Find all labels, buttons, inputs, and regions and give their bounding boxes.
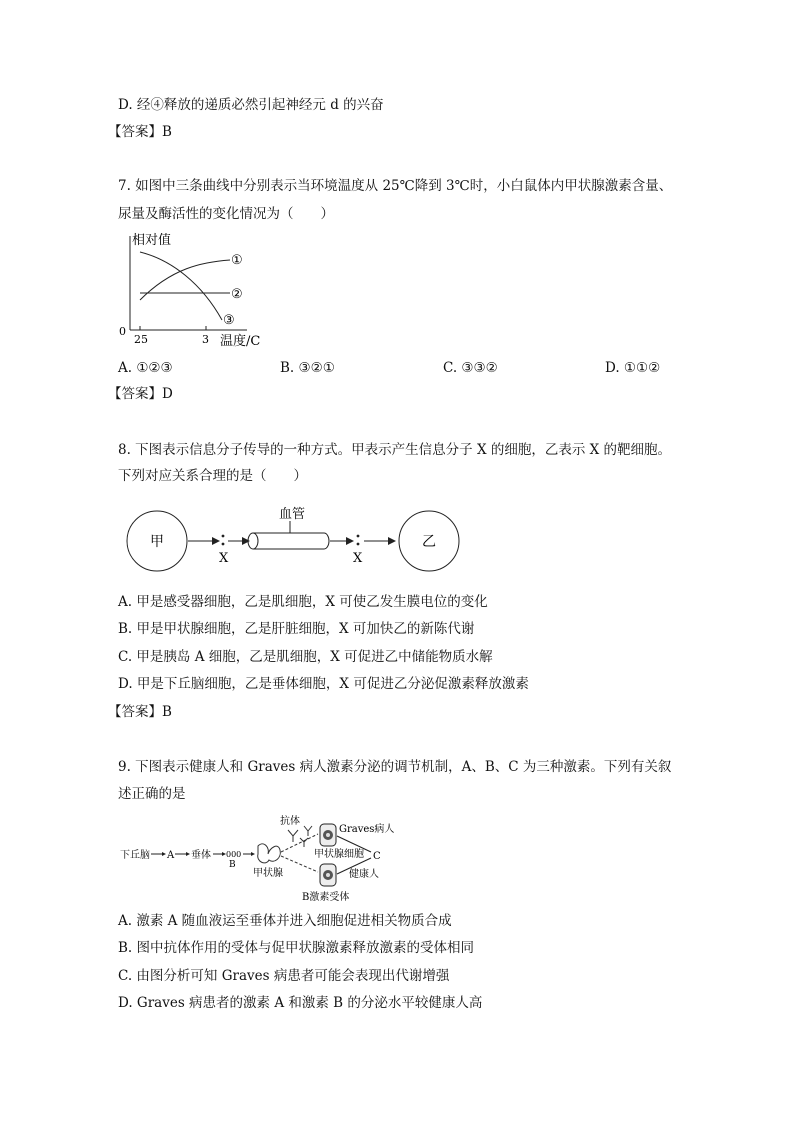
cell-yi-label: 乙: [422, 534, 436, 550]
q7-curve-1: [140, 260, 230, 300]
q9-stem-line2: 述正确的是: [118, 786, 186, 802]
q7-option-b: B. ③②①: [280, 360, 335, 376]
q9-graves: Graves病人: [339, 824, 395, 835]
q7-option-d: D. ①①②: [605, 360, 661, 376]
q9-hormone-c: C: [373, 851, 381, 862]
q8-option-a: A. 甲是感受器细胞，乙是肌细胞，X 可使乙发生膜电位的变化: [118, 594, 488, 610]
antibody-icon: [288, 830, 298, 842]
molecule-x-left: X: [219, 551, 229, 566]
q8-option-b: B. 甲是甲状腺细胞，乙是肝脏细胞，X 可加快乙的新陈代谢: [118, 621, 475, 637]
q7-curve-label-1: ①: [231, 253, 243, 268]
q9-thyroid-cell: 甲状腺细胞: [314, 849, 364, 860]
blood-vessel: [253, 533, 329, 549]
q9-receptor: B激素受体: [302, 892, 350, 903]
q8-figure: [124, 500, 474, 580]
q7-stem-line2: 尿量及酶活性的变化情况为（ ）: [118, 206, 334, 222]
q7-figure: [112, 226, 282, 350]
q8-stem-line2: 下列对应关系合理的是（ ）: [118, 468, 307, 484]
q9-stem-line1: 9. 下图表示健康人和 Graves 病人激素分泌的调节机制，A、B、C 为三种激素。下列有关叙: [118, 759, 672, 775]
q9-option-b: B. 图中抗体作用的受体与促甲状腺激素释放激素的受体相同: [118, 940, 475, 956]
q7-stem-line1: 7. 如图中三条曲线中分别表示当环境温度从 25℃降到 3℃时，小白鼠体内甲状腺激素含量、: [118, 178, 673, 194]
antibody-icon-2: [304, 826, 312, 836]
molecule-x-right: X: [353, 551, 363, 566]
q9-figure: [118, 812, 408, 904]
q7-curve-label-3: ③: [223, 313, 235, 328]
q6-answer: 【答案】B: [108, 124, 172, 140]
q9-option-d: D. Graves 病患者的激素 A 和激素 B 的分泌水平较健康人高: [118, 995, 483, 1011]
q7-curve-label-2: ②: [231, 287, 243, 302]
q7-option-c: C. ③③②: [443, 360, 498, 376]
q7-x-label: 温度/C: [220, 334, 261, 349]
thyroid-icon: [258, 844, 281, 863]
q9-option-a: A. 激素 A 随血液运至垂体并进入细胞促进相关物质合成: [118, 913, 452, 929]
q9-b-dots: 000: [226, 850, 242, 859]
cell-jia-label: 甲: [150, 534, 164, 550]
q9-thyroid: 甲状腺: [253, 868, 283, 879]
q9-option-c: C. 由图分析可知 Graves 病患者可能会表现出代谢增强: [118, 968, 450, 984]
q8-option-d: D. 甲是下丘脑细胞，乙是垂体细胞，X 可促进乙分泌促激素释放激素: [118, 676, 529, 692]
q8-answer: 【答案】B: [108, 704, 172, 720]
q8-option-c: C. 甲是胰岛 A 细胞，乙是肌细胞，X 可促进乙中储能物质水解: [118, 649, 493, 665]
q9-antibody: 抗体: [280, 816, 300, 827]
q9-hormone-b: B: [229, 860, 236, 870]
blood-vessel-label: 血管: [279, 507, 306, 522]
q9-hormone-a: A: [167, 850, 175, 861]
q7-y-label: 相对值: [132, 233, 172, 248]
q7-answer: 【答案】D: [108, 386, 173, 402]
q7-tick-25: 25: [134, 333, 148, 346]
q8-stem-line1: 8. 下图表示信息分子传导的一种方式。甲表示产生信息分子 X 的细胞，乙表示 X 的靶细胞。: [118, 442, 672, 458]
q7-option-a: A. ①②③: [118, 360, 173, 376]
q9-pituitary: 垂体: [191, 850, 211, 861]
q9-hypothalamus: 下丘脑: [120, 850, 150, 861]
q7-tick-3: 3: [202, 333, 209, 346]
q7-origin: 0: [119, 325, 126, 338]
q9-healthy: 健康人: [349, 869, 379, 880]
q6-option-d: D. 经④释放的递质必然引起神经元 d 的兴奋: [118, 97, 384, 113]
